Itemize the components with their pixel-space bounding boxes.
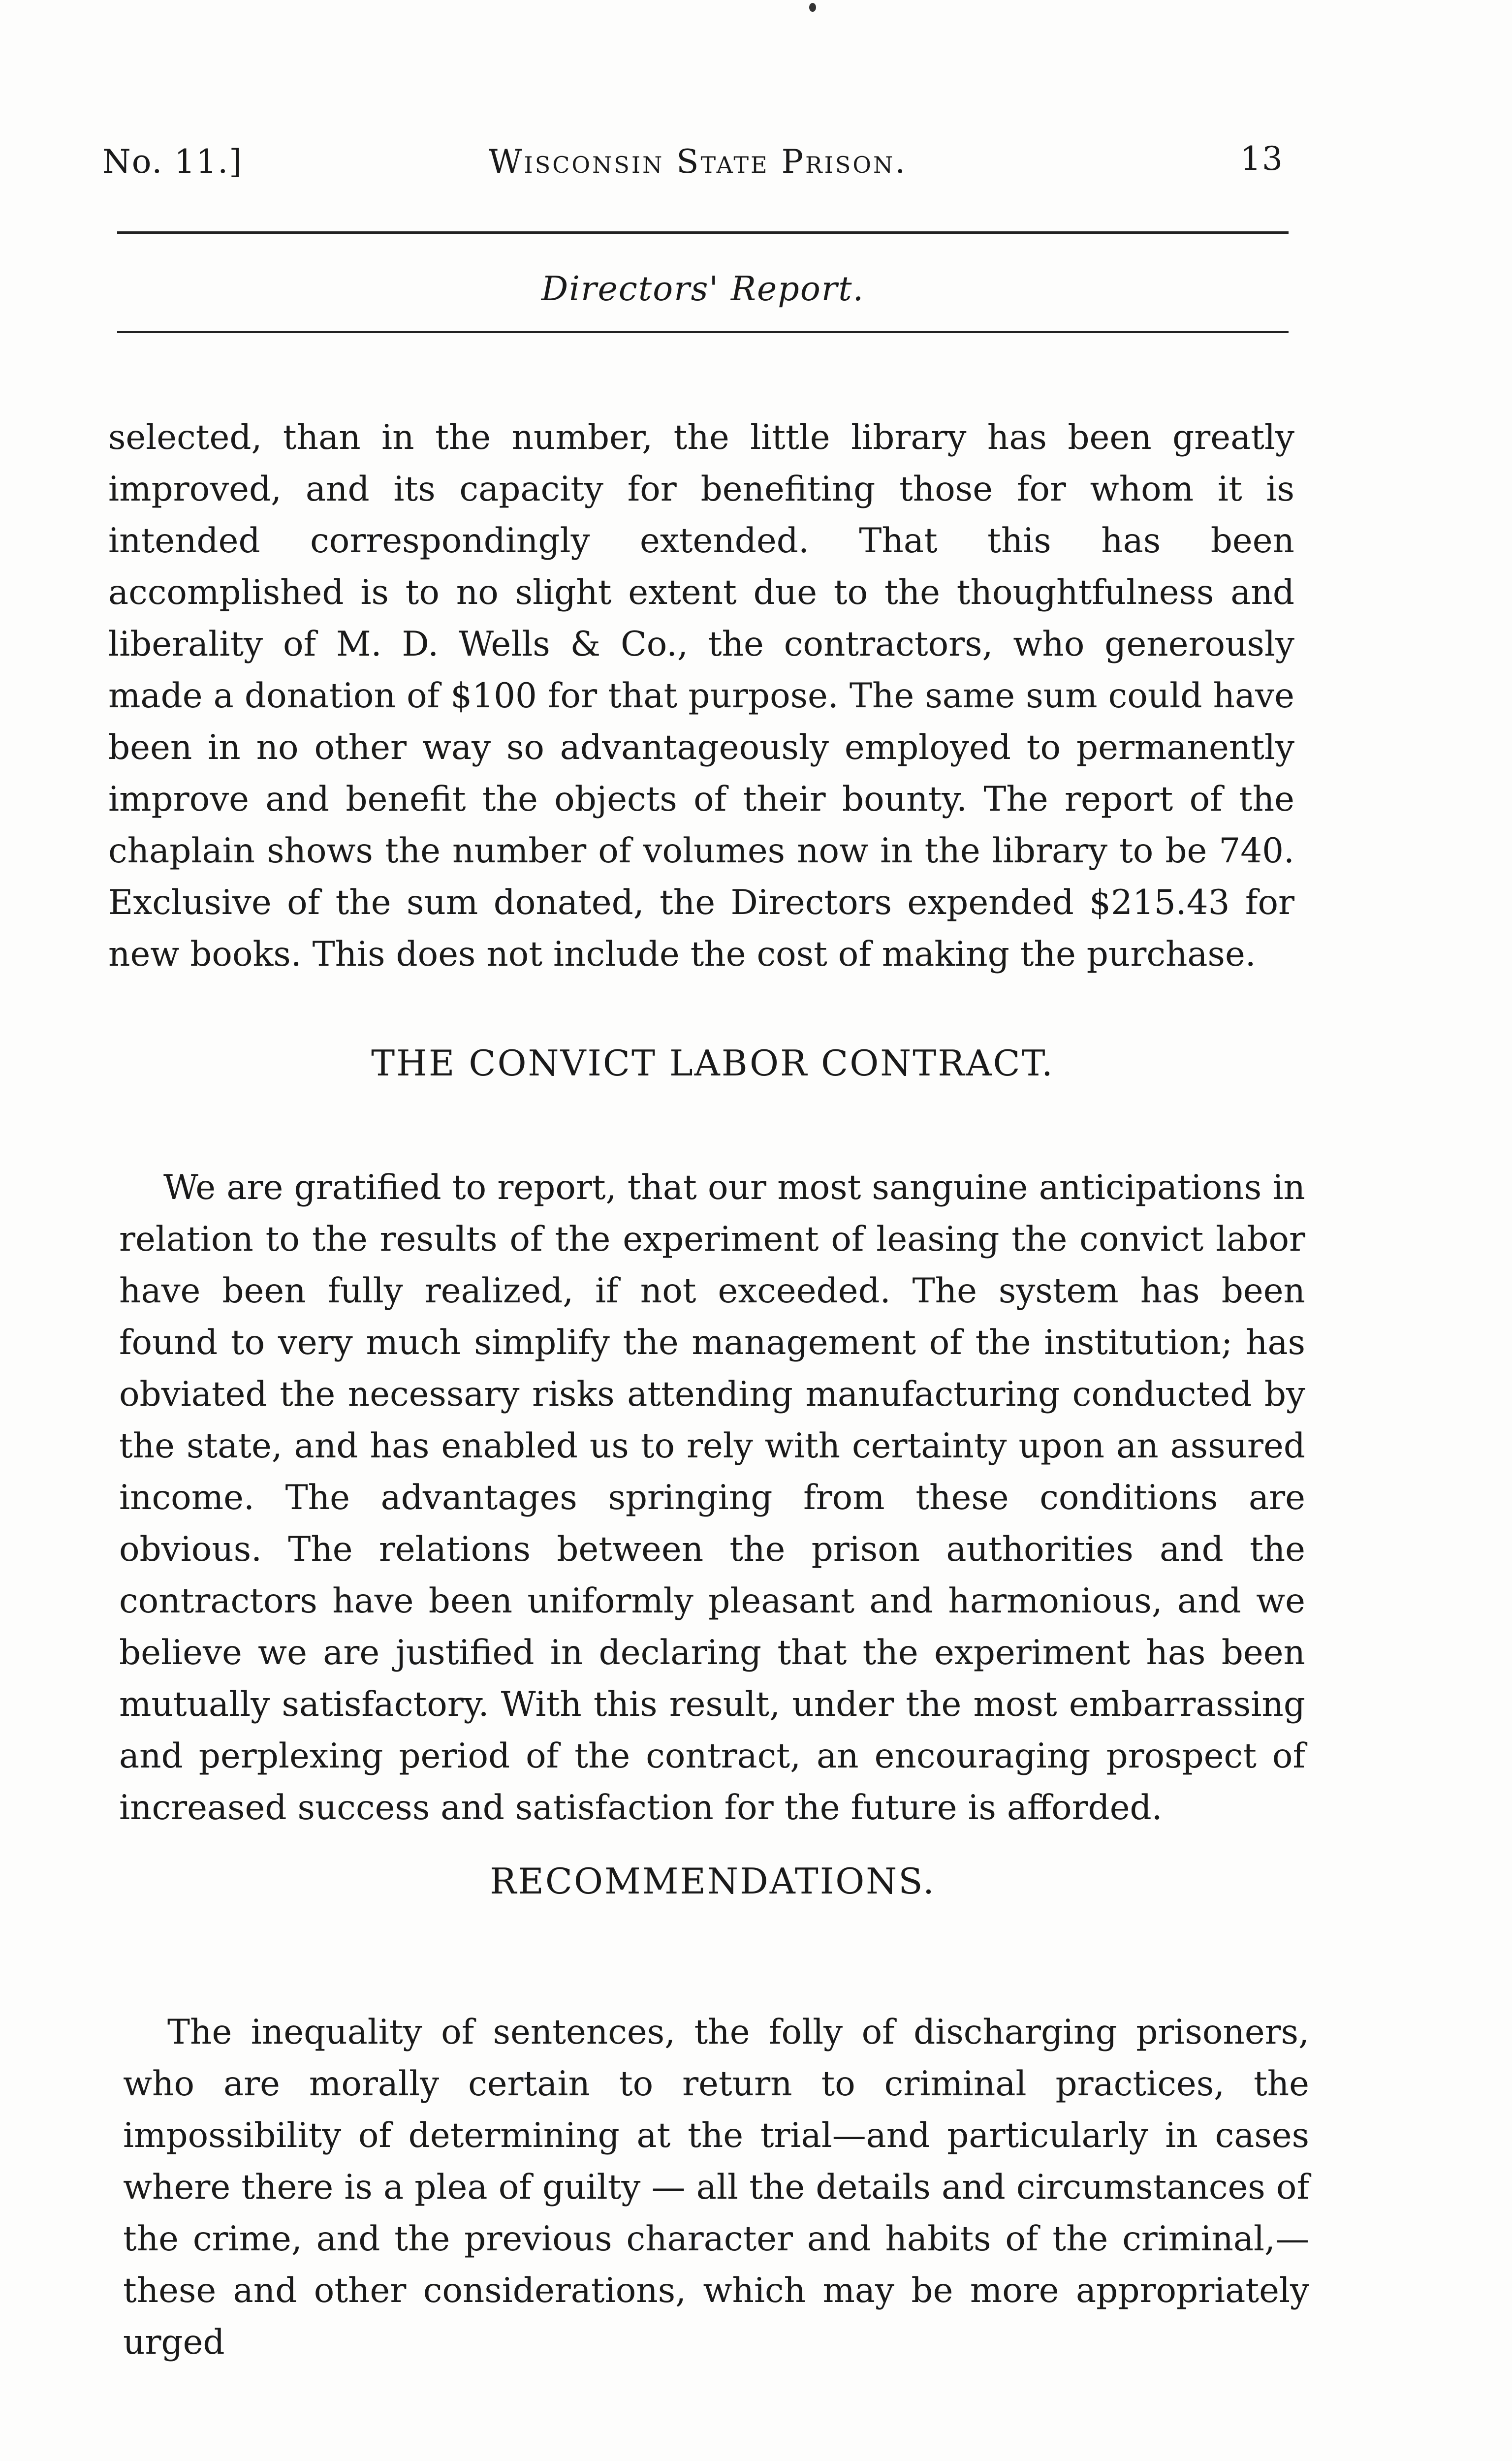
header-rule-top xyxy=(117,231,1289,234)
paragraph-recommendations: The inequality of sentences, the folly of discharging prisoners, who are morally certain to return to criminal practices, the impossibility of determining at the trial—and particularly in cases where there is a plea of guilty — all the details and circumstances of the crime, and the previous character and habits of the criminal,—these and other considerations, which may be more appropriately urged xyxy=(123,2013,1309,2362)
report-subheading: Directors' Report. xyxy=(541,270,865,309)
publication-title: Wisconsin State Prison. xyxy=(488,143,908,181)
paragraph-labor-contract: We are gratified to report, that our most sanguine anticipations in relation to the results of the experiment of leasing the convict labor have been fully realized, if not exceeded. The system has been found to very much simplify the management of the institution; has obviated the necessary risks attending manufacturing conducted by the state, and has enabled us to rely with certainty upon an assured income. The advantages springing from these conditions are obvious. The relations between the prison authorities and the contractors have been uniformly pleasant and harmonious, and we believe we are justified in declaring that the experiment has been mutually satisfactory. With this result, under the most embarrassing and perplexing period of the contract, an encouraging prospect of increased success and satisfaction for the future is afforded. xyxy=(119,1168,1305,1828)
header-rule-bottom xyxy=(117,331,1289,333)
ink-speck xyxy=(809,3,816,12)
document-number: No. 11.] xyxy=(102,143,243,181)
page-number: 13 xyxy=(1240,140,1284,178)
paragraph-library: selected, than in the number, the little library has been greatly improved, and its capacity for benefiting those for whom it is intended correspondingly extended. That this has been accomplished is to no slight extent due to the thoughtfulness and liberality of M. D. Wells & Co., the contractors, who generously made a donation of $100 for that purpose. The same sum could have been in no other way so advantageously employed to permanently improve and benefit the objects of their bounty. The report of the chaplain shows the number of volumes now in the library to be 740. Exclusive of the sum donated, the Directors expended $215.43 for new books. This does not include the cost of making the purchase. xyxy=(108,418,1294,974)
running-head xyxy=(102,140,1293,197)
section-heading-labor-contract: THE CONVICT LABOR CONTRACT. xyxy=(371,1042,1054,1084)
section-heading-recommendations: RECOMMENDATIONS. xyxy=(490,1861,936,1902)
